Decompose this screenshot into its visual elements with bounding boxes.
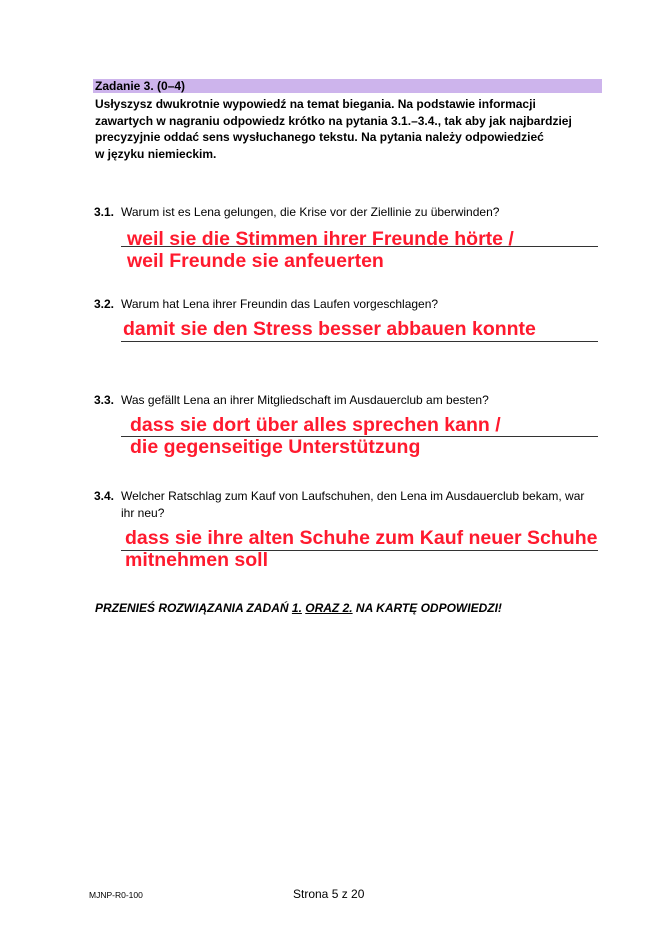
instruction-line: zawartych w nagraniu odpowiedz krótko na pytania 3.1.–3.4., tak aby jak najbardziej (95, 113, 572, 128)
task-title: Zadanie 3. (0–4) (95, 79, 186, 93)
question-number: 3.2. (94, 297, 115, 311)
answer-text: die gegenseitige Unterstützung (130, 436, 421, 458)
answer-text: damit sie den Stress besser abbauen konnte (123, 318, 536, 340)
answer-text: dass sie dort über alles sprechen kann / (130, 414, 501, 436)
instruction-line: precyzyjnie oddać sens wysłuchanego tekstu. Na pytania należy odpowiedzieć (95, 130, 544, 145)
transfer-task-1: 1. (291, 601, 302, 615)
question-text: Was gefällt Lena an ihrer Mitgliedschaft im Ausdauerclub am besten? (121, 393, 489, 407)
footer-code: MJNP-R0-100 (89, 890, 143, 900)
answer-text: weil Freunde sie anfeuerten (127, 250, 384, 272)
question-text-line: Welcher Ratschlag zum Kauf von Laufschuhen, den Lena im Ausdauerclub bekam, war (121, 489, 585, 503)
question-number: 3.4. (94, 489, 115, 503)
answer-text: weil sie die Stimmen ihrer Freunde hörte / (127, 228, 514, 250)
question-number: 3.1. (94, 205, 115, 219)
answer-text: dass sie ihre alten Schuhe zum Kauf neuer Schuhe (125, 527, 598, 549)
instruction-line: Usłyszysz dwukrotnie wypowiedź na temat biegania. Na podstawie informacji (95, 97, 536, 111)
transfer-instruction (95, 600, 502, 616)
instruction-line: w języku niemieckim. (95, 146, 217, 161)
question-text (121, 488, 611, 521)
transfer-task-2: ORAZ 2. (305, 601, 353, 615)
transfer-prefix: PRZENIEŚ ROZWIĄZANIA ZADAŃ (95, 601, 292, 615)
answer-text: mitnehmen soll (125, 549, 269, 571)
question-number: 3.3. (94, 393, 115, 407)
answer-line (121, 341, 598, 342)
task-instructions (95, 96, 575, 162)
page-number: Strona 5 z 20 (293, 887, 365, 901)
question-text-line: ihr neu? (121, 505, 165, 520)
question-text: Warum hat Lena ihrer Freundin das Laufen vorgeschlagen? (121, 297, 439, 311)
question-text: Warum ist es Lena gelungen, die Krise vor der Ziellinie zu überwinden? (121, 205, 500, 219)
transfer-suffix: NA KARTĘ ODPOWIEDZI! (352, 601, 502, 615)
